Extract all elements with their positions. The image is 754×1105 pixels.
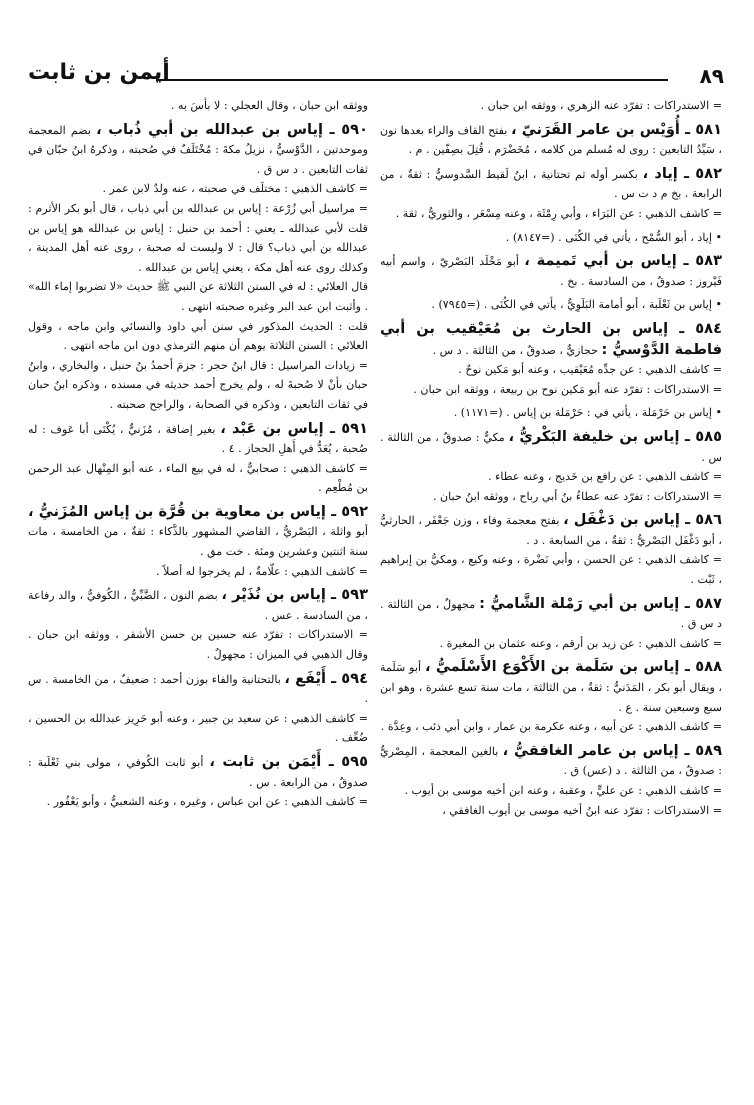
entry-586 [380, 510, 722, 589]
entry-body: بغير إضافة ، مُزَنيٌّ ، يُكْنَى أبا عَوف : له صُحبة ، يُعَدُّ في أَهلِ الحجاز . ٤ . [28, 422, 368, 456]
left-column [28, 96, 368, 1096]
right-column [380, 96, 722, 1096]
entry-593 [28, 585, 368, 664]
entry-title: ٥٨٥ ـ إياس بن خليفة البَكْريُّ ، [508, 427, 722, 445]
cross-ref-note: • إياس بن حَرْمَلة ، يأتي في : حَرْمَلة بن إياس . (=١١٧١) . [453, 406, 722, 420]
kashif-note: = كاشف الذهبي : عن البَرَاء ، وأبي رِمْثَة ، وعنه مِسْعَر ، والثوريُّ ، ثقة . [395, 206, 722, 220]
author-note: قلت : الحديث المذكور في سنن أبي داود والنسائي وابن ماجه ، وقول العلائي : السنن الثلاثة يوهم أن منهم الترمذي دون ابن ماجه انتهى . [28, 319, 368, 353]
entry-589 [380, 741, 722, 820]
kashif-note: = كاشف الذهبي : عن عليٍّ ، وعقبة ، وعنه ابن أخيه موسى بن أيوب . [404, 784, 722, 797]
entry-body: بالتحتانية والفاء بوزن أحمد : ضعيفٌ ، من الخامسة . س . [28, 672, 368, 706]
kashif-note: = كاشف الذهبي : صحابيٌّ ، له في بيع الماء ، عنه أبو المِنْهال عبد الرحمن بن مُطْعِم . [28, 461, 368, 495]
running-title: أيمن بن ثابت [28, 60, 170, 85]
entry-body: أبو مَخْلَد البَصْريّ ، واسم أبيه فَيْروز : صدوقٌ ، من السادسة . بخ . [380, 255, 722, 288]
entry-title: ٥٨٤ ـ إياس بن الحارث بن مُعَيْقيب بن أبي فاطمة الدَّوْسيُّ : [380, 319, 722, 358]
page-number: ٨٩ [699, 64, 724, 88]
kashif-note: = كاشف الذهبي : مختلَف في صحبته ، عنه ولدٌ لابن عمر . [102, 182, 368, 196]
entry-body: بكسر أوله ثم تحتانية ، ابنُ لَقيط السَّدوسيُّ : ثقةٌ ، من الرابعة . بخ م د ت س . [380, 167, 722, 201]
cross-ref-note: • إياد ، أبو السُّمْح ، يأتي في الكُنَى . (=٨١٤٧) . [505, 230, 722, 244]
entry-body: بفتح معجمة وفاء ، وزن جَعْفَر ، الحارثيُّ ، أبو دَغْفَل البَصْريُّ : ثقةٌ ، من السابعة . د . [380, 514, 722, 547]
entry-title: ٥٨٦ ـ إياس بن دَغْفَل ، [563, 511, 722, 529]
entry-body: أبو واثلة ، البَصْريُّ ، القاضي المشهور بالذَّكاء : ثقةٌ ، من الخامسة ، مات سنة اثنتين وعشرين ومئة . خت مق . [28, 525, 368, 559]
running-header [28, 60, 724, 96]
entry-582 [380, 164, 722, 224]
entry-title: ٥٨٩ ـ إياس بن عامر الغافقيُّ ، [502, 741, 722, 759]
entry-584 [380, 319, 722, 399]
cross-ref-note: • إياس بن ثَعْلَبة ، أبو أمامة البَلَوِيُّ ، يأتي في الكُنَى . (=٧٩٤٥) . [431, 298, 722, 312]
entry-585 [380, 427, 722, 506]
istidrakat-note: = الاستدراكات : تفرّد عنه أبو مَكين نوح بن ربيعة ، ووثقه ابن حبان . [413, 382, 722, 396]
entry-581 [380, 120, 722, 160]
entry-body: بضم النون ، الضَّبِّيُّ ، الكُوفيُّ ، والد رفاعة ، من السادسة . عس . [28, 589, 368, 622]
kashif-note: = كاشف الذهبي : عن سعيد بن جبير ، وعنه أبو حَرِيز عبدالله بن الحسين ، ضُعِّف . [28, 711, 368, 745]
entry-594 [28, 669, 368, 748]
kashif-note: = كاشف الذهبي : عن الحسن ، وأبي نَضْرة ، وعنه وكيع ، ومكيُّ بن إبراهيم ، ثَبْت . [380, 553, 722, 587]
entry-body: مجهولٌ ، من الثالثة . د س ق . [380, 597, 722, 631]
entry-body: بضم المعجمة وموحدتين ، الدَّوْسيُّ ، نزيلُ مكةَ : مُخْتَلَفٌ في صُحبته ، وذكرهُ ابنُ حبّان في ثقات التابعين . د س ق . [28, 123, 368, 176]
kashif-note: = كاشف الذهبي : عن أبيه ، وعنه عكرمة بن عمار ، وابن أبي ذئب ، وعِدَّة . [380, 720, 722, 734]
marasil-note: = مراسيل أبي زُرْعة : إياس بن عبدالله بن أبي ذباب ، قال أبو بكر الأثرم : قلت لأبي عبدالله ـ يعني : أحمد بن حنبل : إياس بن عبدالله هو إياس بن عبدالله بن أبي ذباب؟ قال : لا وليست له صحبة ، روى عنه أهل المدينة ، وكذلك روى عنه أهل مكة ، يعني إياس بن عبدالله . [28, 201, 368, 274]
entry-592 [28, 502, 368, 581]
entry-title: ٥٩٠ ـ إياس بن عبدالله بن أبي ذُباب ، [96, 120, 368, 138]
kashif-note: = كاشف الذهبي : عن ابن عباس ، وغيره ، وعنه الشعبيُّ ، وأبو يَعْفُور . [46, 795, 368, 809]
kashif-note: = كاشف الذهبي : عن زيد بن أرقم ، وعنه عثمان بن المغيرة . [439, 636, 722, 650]
continuation-line: = الاستدراكات : تفرّد عنه الزهري ، ووثقه ابن حبان . [480, 99, 722, 112]
entry-title: ٥٩٣ ـ إياس بن نُذَيْر ، [221, 586, 368, 604]
entry-title: ٥٨١ ـ أُوَيْس بن عامر القَرَنيّ ، [510, 120, 722, 138]
entry-587 [380, 594, 722, 654]
alai-note: قال العلائي : له في السنن الثلاثة عن النبي ﷺ حديث «لا تضربوا إماء الله» . وأثبت ابن عبد البر وغيره صحبته انتهى . [28, 280, 368, 313]
entry-body: حجازيٌّ ، صدوقٌ ، من الثالثة . د س . [432, 343, 598, 357]
ziyadat-note: = زيادات المراسيل : قال ابنُ حجر : جزمَ أحمدُ بنُ حنبل ، والبخاري ، وابنُ حبان بأنْ لا صُحبةَ له ، ولم يخرج أحمد حديثه في مسنده ، وذكره ابنُ حبان في ثقات التابعين ، وذكره في الصحابة ، والراجح صحبته . [28, 358, 368, 411]
entry-title: ٥٨٣ ـ إياس بن أبي تَميمة ، [524, 252, 722, 270]
entry-body: بالغين المعجمة ، المِصْريُّ : صدوقٌ ، من الثالثة . د (عس) ق . [380, 744, 722, 778]
entry-body: مكيٌّ : صدوقٌ ، من الثالثة . س . [380, 430, 722, 464]
istidrakat-note: = الاستدراكات : تفرّد عنه حسين بن حسن الأشقر ، ووثقه ابن حبان . وقال الذهبي في الميزان : مجهولٌ . [28, 628, 368, 662]
entry-583 [380, 251, 722, 291]
entry-body: أبو سَلَمة ، ويقال أبو بكر ، المَدَنيُّ : ثقةٌ ، من الثالثة ، مات سنة تسع عشرة ، وهو ابن سبع وسبعين سنة . ع . [380, 661, 722, 714]
continuation-line: ووثقه ابن حبان ، وقال العجلي : لا بأسَ به . [170, 99, 368, 112]
entry-title: ٥٨٨ ـ إياس بن سَلَمة بن الأَكْوَع الأَسْلَميُّ ، [424, 658, 722, 676]
entry-590 [28, 120, 368, 415]
kashif-note: = كاشف الذهبي : عن جدِّه مُعَيْقيب ، وعنه أبو مَكين نوحٌ . [458, 363, 722, 377]
entry-title: ٥٨٢ ـ إياد ، [642, 164, 722, 182]
kashif-note: = كاشف الذهبي : عن رافع بن خَديج ، وعنه عطاء . [488, 470, 722, 484]
entry-title: ٥٨٧ ـ إياس بن أبي رَمْلة الشَّاميُّ : [479, 594, 722, 612]
kashif-note: = كاشف الذهبي : علّامةٌ ، لم يخرجوا له أصلاً . [156, 564, 368, 578]
entry-body: أبو ثابت الكُوفي ، مولى بني ثَعْلَبة : صدوقٌ ، من الرابعة . س . [28, 756, 368, 789]
istidrakat-note: = الاستدراكات : تفرّد عنه ابنُ أخيه موسى بن أيوب الغافقي ، [442, 803, 722, 817]
entry-588 [380, 657, 722, 736]
entry-title: ٥٩٥ ـ أَيْمَن بن ثابت ، [209, 753, 368, 770]
entry-595 [28, 752, 368, 812]
header-rule [156, 79, 668, 81]
istidrakat-note: = الاستدراكات : تفرّد عنه عطاءُ بنُ أبي رباح ، ووثقه ابنُ حبان . [432, 489, 722, 503]
entry-title: ٥٩٢ ـ إياس بن معاوية بن قُرَّة بن إياس المُزَنيُّ ، [28, 502, 368, 520]
entry-title: ٥٩٤ ـ أَيْفَع ، [284, 669, 368, 687]
entry-title: ٥٩١ ـ إياس بن عَبْد ، [220, 419, 368, 437]
entry-body: بفتح القاف والراء بعدها نون ، سَيِّدُ التابعين : روى له مُسلم من كلامه ، مُخَضْرَم ، قُتِلَ بصِفّين . م . [380, 123, 722, 157]
entry-591 [28, 419, 368, 498]
